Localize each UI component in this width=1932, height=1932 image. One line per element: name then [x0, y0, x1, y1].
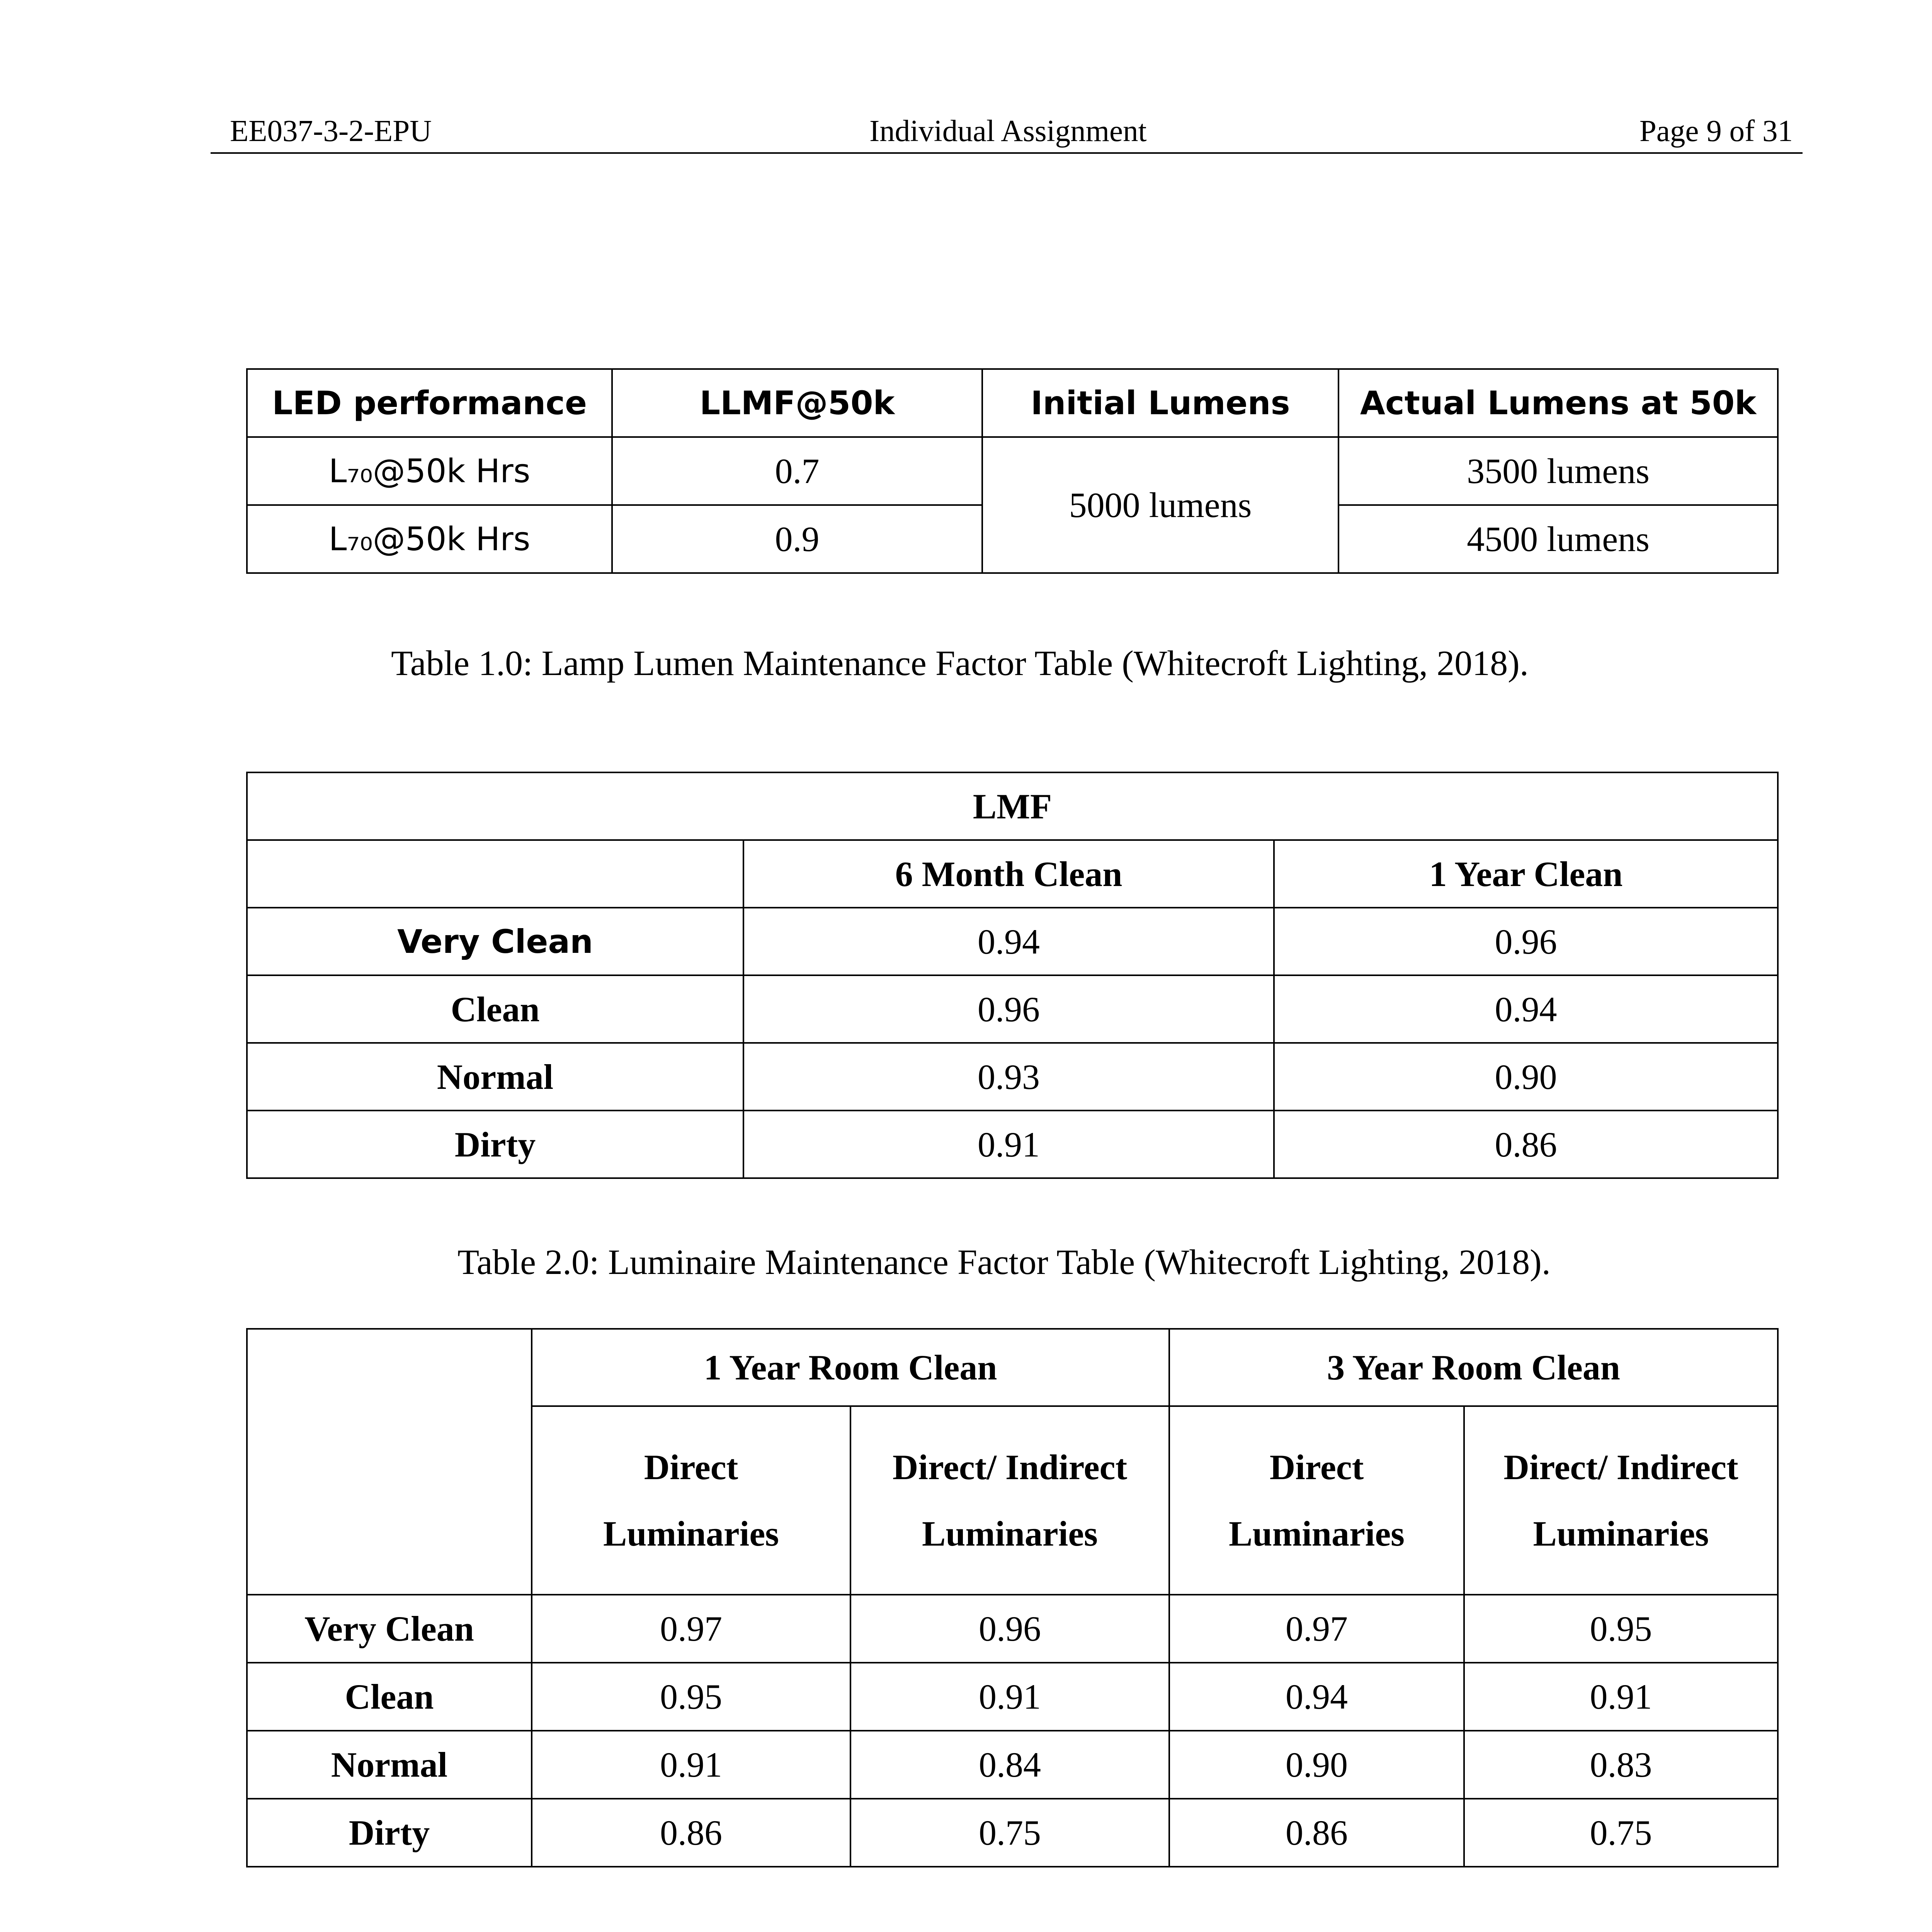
cell-value: 0.96	[743, 975, 1274, 1043]
header-line: Direct	[644, 1447, 738, 1487]
room-surface-maintenance-table	[246, 1328, 1779, 1867]
header-course-code: EE037-3-2-EPU	[230, 114, 432, 148]
cell-value: 0.91	[743, 1111, 1274, 1178]
table-title-row	[247, 772, 1778, 840]
cell-llmf: 0.7	[612, 437, 982, 505]
header-line: Direct/ Indirect	[1503, 1447, 1738, 1487]
col-header-6-month-clean: 6 Month Clean	[743, 840, 1274, 908]
cell-value: 0.94	[743, 908, 1274, 975]
table-row	[247, 1043, 1778, 1111]
table2-caption: Table 2.0: Luminaire Maintenance Factor Table (Whitecroft Lighting, 2018).	[457, 1242, 1551, 1282]
table-row	[247, 975, 1778, 1043]
table-row	[247, 1111, 1778, 1178]
col-header-direct-indirect-luminaries	[1464, 1406, 1778, 1595]
group-header-3-year-room-clean: 3 Year Room Clean	[1169, 1329, 1778, 1406]
cell-initial-lumens: 5000 lumens	[982, 437, 1338, 573]
cell-value: 0.91	[850, 1663, 1169, 1731]
header-title: Individual Assignment	[869, 114, 1147, 148]
header-line: Luminaries	[603, 1514, 779, 1553]
row-label-normal: Normal	[247, 1043, 743, 1111]
table-row	[247, 437, 1778, 505]
cell-value: 0.75	[1464, 1799, 1778, 1867]
table-row	[247, 1731, 1778, 1799]
table-header-row	[247, 369, 1778, 437]
lamp-lumen-table	[246, 368, 1779, 574]
cell-value: 0.97	[532, 1595, 850, 1663]
row-label-dirty: Dirty	[247, 1799, 532, 1867]
table-row	[247, 1799, 1778, 1867]
cell-value: 0.91	[532, 1731, 850, 1799]
luminaire-maintenance-table	[246, 772, 1779, 1179]
cell-value: 0.86	[1169, 1799, 1464, 1867]
table-row	[247, 1595, 1778, 1663]
cell-actual-lumens: 3500 lumens	[1338, 437, 1778, 505]
cell-value: 0.86	[1274, 1111, 1778, 1178]
header-line: Luminaries	[922, 1514, 1098, 1553]
cell-value: 0.97	[1169, 1595, 1464, 1663]
cell-value: 0.90	[1274, 1043, 1778, 1111]
row-label-clean: Clean	[247, 975, 743, 1043]
header-line: Luminaries	[1533, 1514, 1709, 1553]
col-header-initial-lumens: Initial Lumens	[982, 369, 1338, 437]
col-header-direct-indirect-luminaries	[850, 1406, 1169, 1595]
table1-caption: Table 1.0: Lamp Lumen Maintenance Factor Table (Whitecroft Lighting, 2018).	[391, 643, 1529, 683]
row-label-dirty: Dirty	[247, 1111, 743, 1178]
col-header-1-year-clean: 1 Year Clean	[1274, 840, 1778, 908]
col-header-direct-luminaries	[532, 1406, 850, 1595]
cell-llmf: 0.9	[612, 505, 982, 573]
cell-value: 0.86	[532, 1799, 850, 1867]
header-line: Direct	[1269, 1447, 1364, 1487]
table-group-header-row	[247, 1329, 1778, 1406]
lmf-title: LMF	[247, 772, 1778, 840]
table-row	[247, 1663, 1778, 1731]
cell-value: 0.94	[1169, 1663, 1464, 1731]
cell-value: 0.75	[850, 1799, 1169, 1867]
table-header-row	[247, 840, 1778, 908]
cell-value: 0.83	[1464, 1731, 1778, 1799]
cell-value: 0.96	[850, 1595, 1169, 1663]
cell-value: 0.96	[1274, 908, 1778, 975]
cell-actual-lumens: 4500 lumens	[1338, 505, 1778, 573]
cell-value: 0.95	[532, 1663, 850, 1731]
cell-value: 0.84	[850, 1731, 1169, 1799]
header-page-number: Page 9 of 31	[1639, 114, 1793, 148]
empty-corner-cell	[247, 840, 743, 908]
row-label-very-clean: Very Clean	[247, 908, 743, 975]
cell-led-performance: L₇₀@50k Hrs	[247, 437, 612, 505]
col-header-llmf: LLMF@50k	[612, 369, 982, 437]
col-header-direct-luminaries	[1169, 1406, 1464, 1595]
row-label-clean: Clean	[247, 1663, 532, 1731]
header-rule	[211, 152, 1803, 154]
cell-value: 0.91	[1464, 1663, 1778, 1731]
cell-value: 0.90	[1169, 1731, 1464, 1799]
header-line: Direct/ Indirect	[892, 1447, 1128, 1487]
row-label-very-clean: Very Clean	[247, 1595, 532, 1663]
cell-led-performance: L₇₀@50k Hrs	[247, 505, 612, 573]
cell-value: 0.93	[743, 1043, 1274, 1111]
group-header-1-year-room-clean: 1 Year Room Clean	[532, 1329, 1169, 1406]
col-header-led-performance: LED performance	[247, 369, 612, 437]
empty-corner-cell	[247, 1329, 532, 1595]
row-label-normal: Normal	[247, 1731, 532, 1799]
header-line: Luminaries	[1229, 1514, 1405, 1553]
col-header-actual-lumens: Actual Lumens at 50k	[1338, 369, 1778, 437]
table-row	[247, 908, 1778, 975]
cell-value: 0.94	[1274, 975, 1778, 1043]
cell-value: 0.95	[1464, 1595, 1778, 1663]
